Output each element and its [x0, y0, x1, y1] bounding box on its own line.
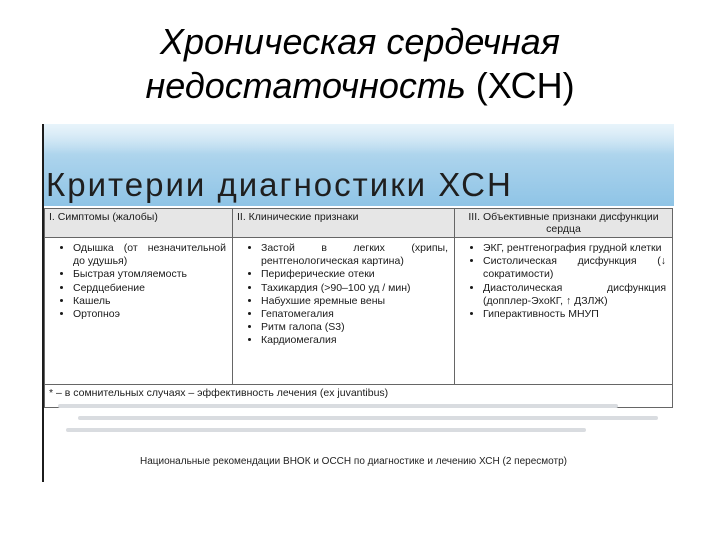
list-item: • Кардиомегалия [261, 334, 448, 347]
objective-signs-list [461, 242, 666, 321]
list-item: • Тахикардия (>90–100 уд / мин) [261, 282, 448, 295]
list-item: • Систолическая дисфункция (↓ сократимости) [483, 255, 666, 281]
list-item: • Ритм галопа (S3) [261, 321, 448, 334]
criteria-panel [42, 124, 674, 482]
blurred-line [78, 416, 658, 420]
list-item: • Кашель [73, 295, 226, 308]
clinical-signs-list [239, 242, 448, 348]
title-line-1: Хроническая сердечная [159, 21, 561, 62]
symptoms-cell [45, 238, 233, 385]
header-symptoms: I. Симптомы (жалобы) [45, 209, 233, 238]
table-header-row [45, 209, 673, 238]
list-item: • Застой в легких (хрипы, рентгенологическая картина) [261, 242, 448, 268]
list-item: • Набухшие яремные вены [261, 295, 448, 308]
list-item: • Гепатомегалия [261, 308, 448, 321]
list-item: • Сердцебиение [73, 282, 226, 295]
banner-title: Критерии диагностики ХСН [46, 166, 513, 203]
table-row [45, 238, 673, 385]
banner-glow [44, 124, 674, 154]
title-line-2-italic: недостаточность [145, 65, 466, 106]
clinical-signs-cell [233, 238, 455, 385]
slide-title [0, 20, 720, 108]
list-item: • Быстрая утомляемость [73, 268, 226, 281]
title-line-2 [0, 64, 720, 108]
source-note: Национальные рекомендации ВНОК и ОССН по диагностике и лечению ХСН (2 пересмотр) [140, 456, 567, 467]
list-item: • Периферические отеки [261, 268, 448, 281]
header-objective-signs: III. Объективные признаки дисфункции сердца [455, 209, 673, 238]
symptoms-list [51, 242, 226, 321]
header-clinical-signs: II. Клинические признаки [233, 209, 455, 238]
list-item: • Ортопноэ [73, 308, 226, 321]
list-item: • Одышка (от незначительной до удушья) [73, 242, 226, 268]
blurred-line [66, 428, 586, 432]
blurred-text-area [48, 402, 668, 444]
banner [44, 124, 674, 206]
title-line-2-rest: (ХСН) [465, 65, 575, 106]
blurred-line [58, 404, 618, 408]
list-item: • Гиперактивность МНУП [483, 308, 666, 321]
list-item: • ЭКГ, рентгенография грудной клетки [483, 242, 666, 255]
objective-signs-cell [455, 238, 673, 385]
list-item: • Диастолическая дисфункция (допплер-ЭхоКГ, ↑ ДЗЛЖ) [483, 282, 666, 308]
criteria-table [44, 208, 673, 408]
table-footnote: * – в сомнительных случаях – эффективность лечения (ex juvantibus) [45, 385, 673, 408]
